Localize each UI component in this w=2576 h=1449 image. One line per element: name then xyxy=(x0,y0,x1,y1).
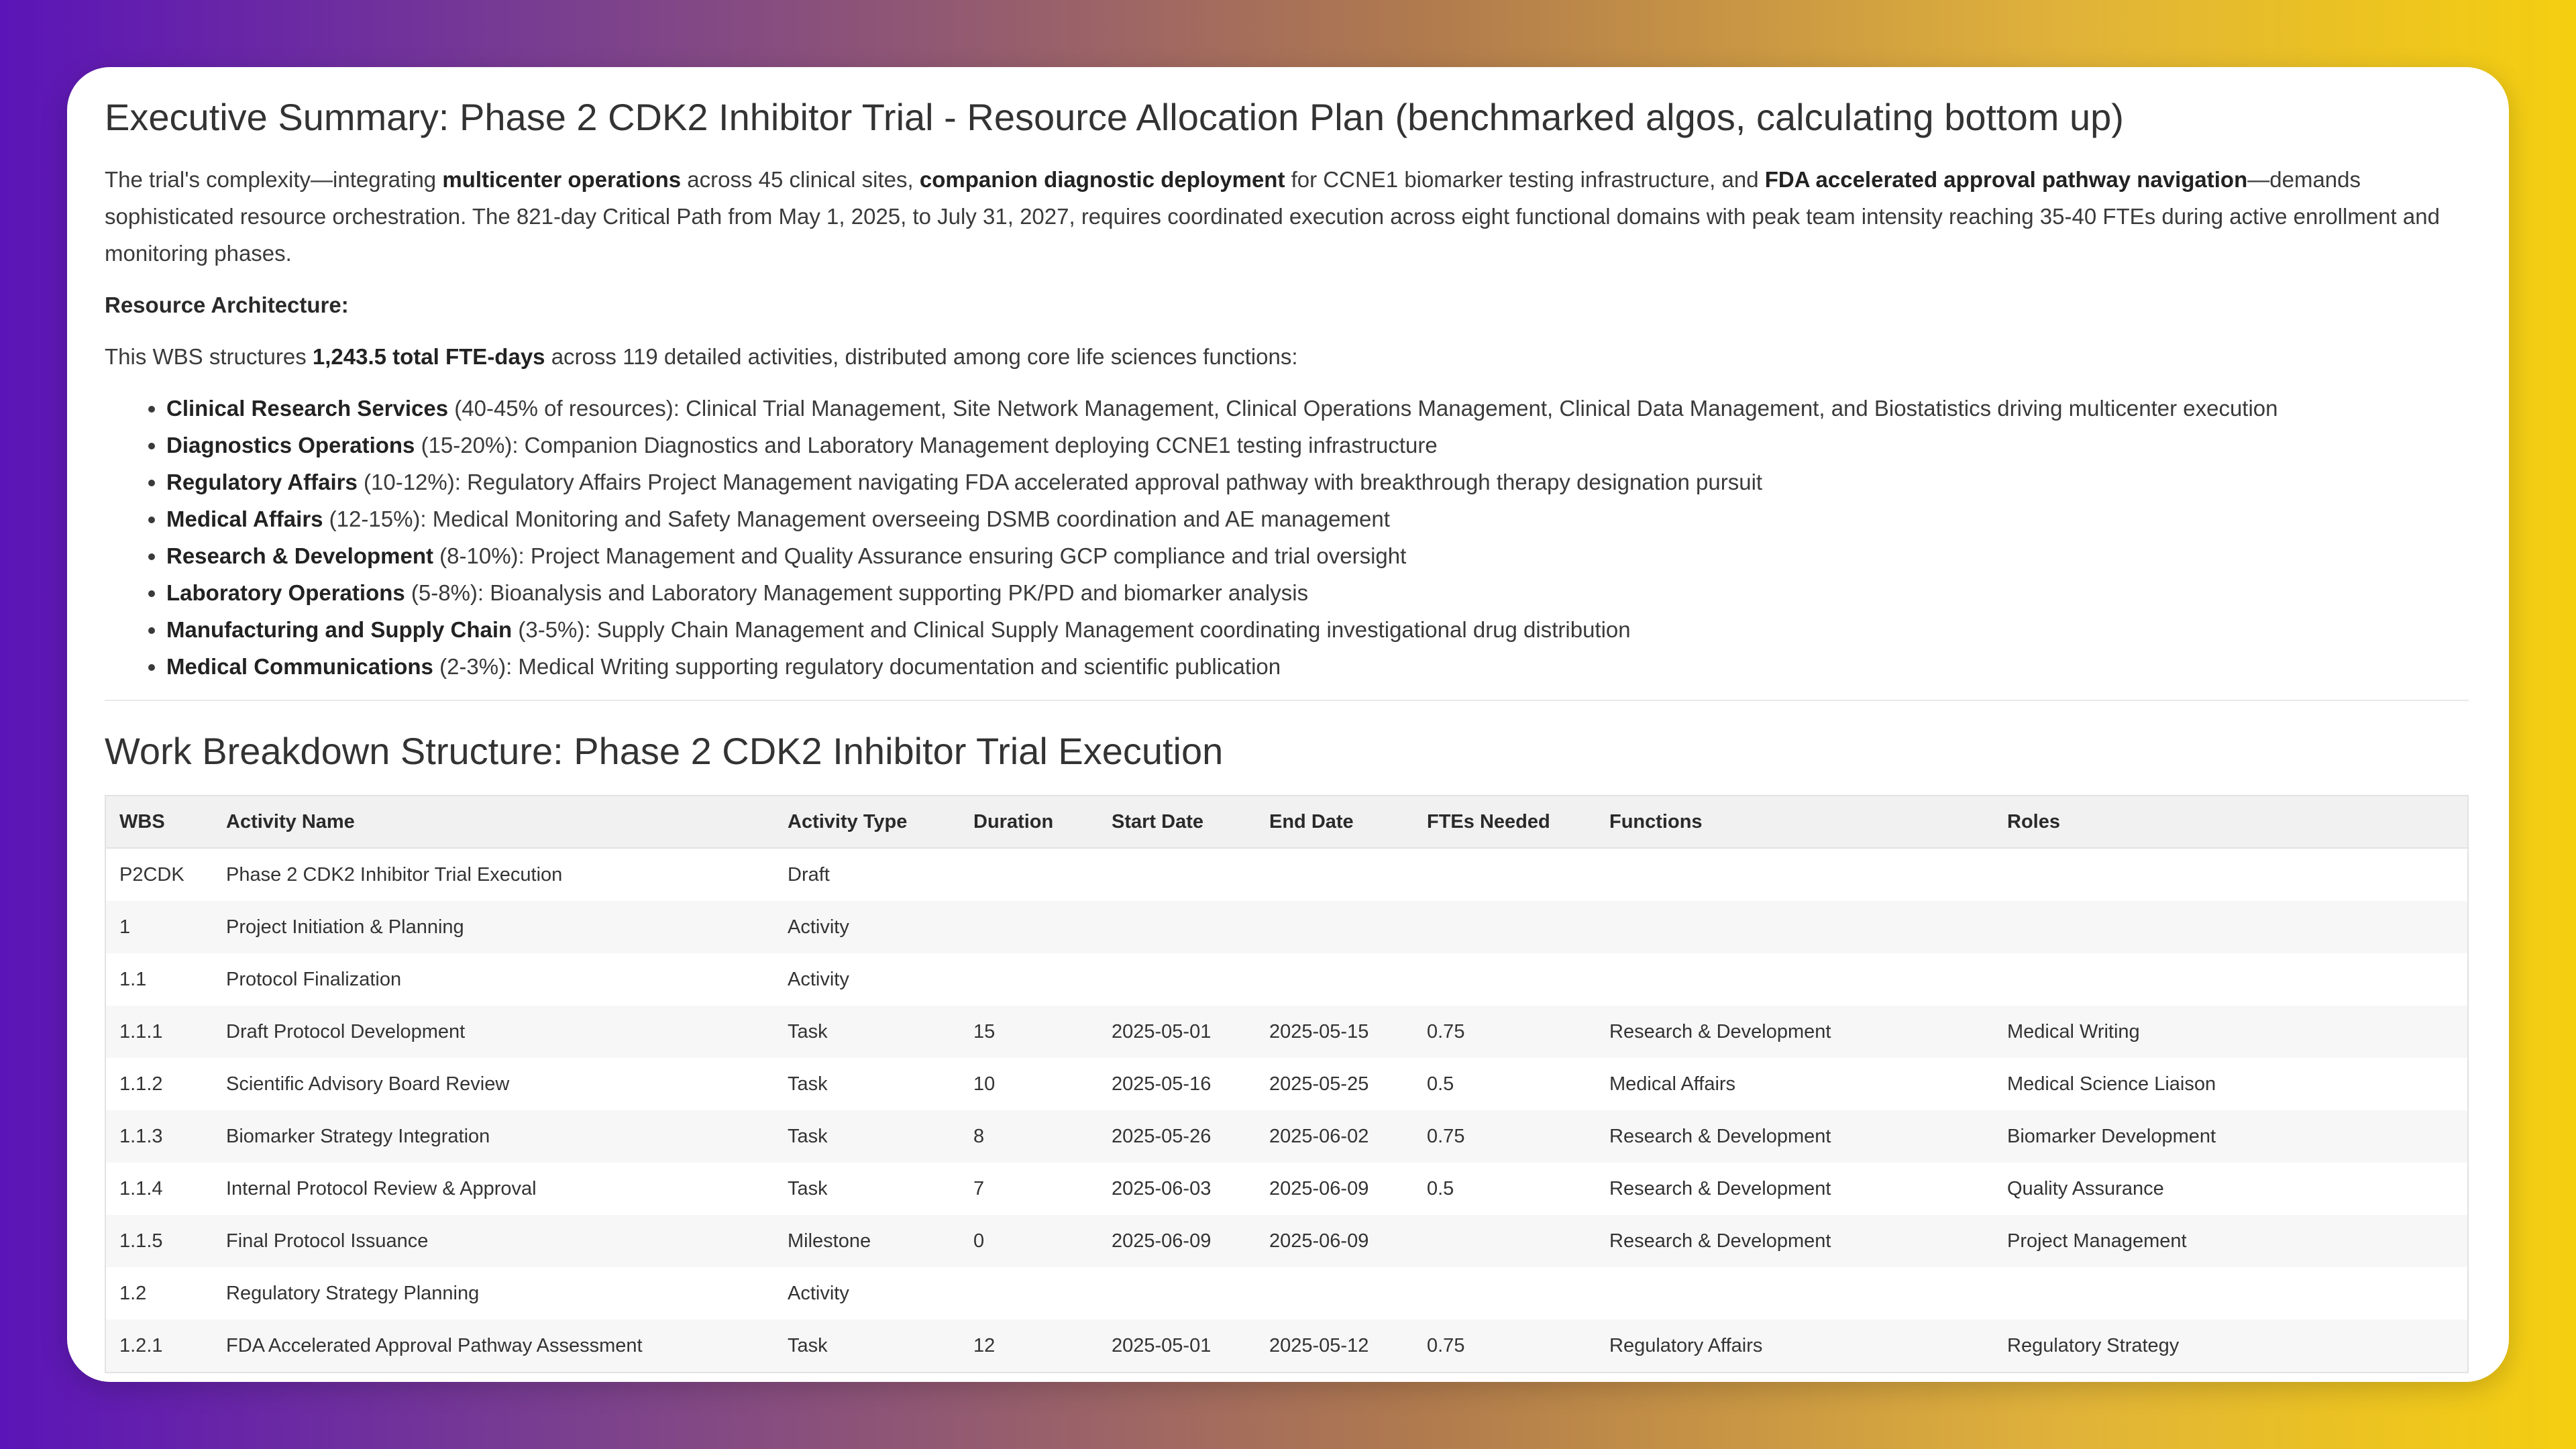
cell-activity-type: Task xyxy=(774,1163,960,1215)
cell-roles xyxy=(1994,1267,2468,1320)
cell-functions: Research & Development xyxy=(1596,1215,1994,1267)
cell-wbs: 1.1.3 xyxy=(105,1110,213,1163)
function-list-item xyxy=(166,464,2469,500)
cell-end-date: 2025-05-25 xyxy=(1256,1058,1413,1110)
cell-duration: 7 xyxy=(960,1163,1098,1215)
cell-ftes-needed: 0.5 xyxy=(1413,1058,1596,1110)
function-description: (40-45% of resources): Clinical Trial Management, Site Network Management, Clinical Operations Management, Clinical Data Management, and Biostatistics driving multicenter execution xyxy=(448,396,2278,421)
cell-activity-name: Scientific Advisory Board Review xyxy=(213,1058,774,1110)
column-header-end-date: End Date xyxy=(1256,796,1413,848)
column-header-wbs: WBS xyxy=(105,796,213,848)
cell-activity-type: Task xyxy=(774,1110,960,1163)
cell-wbs: 1.1.2 xyxy=(105,1058,213,1110)
cell-roles xyxy=(1994,848,2468,901)
wbs-intro-text-2: across 119 detailed activities, distributed among core life sciences functions: xyxy=(545,344,1298,369)
functions-list xyxy=(105,390,2469,685)
column-header-activity-type: Activity Type xyxy=(774,796,960,848)
cell-ftes-needed: 0.75 xyxy=(1413,1006,1596,1058)
wbs-intro-text-1: This WBS structures xyxy=(105,344,313,369)
cell-start-date: 2025-05-16 xyxy=(1098,1058,1256,1110)
cell-end-date xyxy=(1256,901,1413,953)
column-header-ftes-needed: FTEs Needed xyxy=(1413,796,1596,848)
cell-ftes-needed xyxy=(1413,848,1596,901)
intro-bold-3: FDA accelerated approval pathway navigation xyxy=(1764,167,2248,192)
cell-activity-type: Milestone xyxy=(774,1215,960,1267)
wbs-intro-bold: 1,243.5 total FTE-days xyxy=(312,344,545,369)
document-card xyxy=(67,67,2509,1382)
wbs-table-body xyxy=(105,848,2468,1373)
cell-wbs: 1.2.1 xyxy=(105,1320,213,1373)
table-row xyxy=(105,953,2468,1006)
cell-start-date: 2025-05-01 xyxy=(1098,1006,1256,1058)
header-row xyxy=(105,796,2468,848)
function-name: Research & Development xyxy=(166,543,433,568)
function-name: Medical Communications xyxy=(166,654,433,679)
cell-start-date xyxy=(1098,953,1256,1006)
cell-activity-type: Draft xyxy=(774,848,960,901)
cell-activity-name: Final Protocol Issuance xyxy=(213,1215,774,1267)
function-description: (5-8%): Bioanalysis and Laboratory Management supporting PK/PD and biomarker analysis xyxy=(405,580,1309,605)
cell-functions xyxy=(1596,848,1994,901)
function-description: (15-20%): Companion Diagnostics and Laboratory Management deploying CCNE1 testing infrastructure xyxy=(415,433,1438,458)
function-description: (12-15%): Medical Monitoring and Safety Management overseeing DSMB coordination and AE management xyxy=(323,506,1390,531)
cell-functions: Regulatory Affairs xyxy=(1596,1320,1994,1373)
function-name: Laboratory Operations xyxy=(166,580,405,605)
function-list-item xyxy=(166,537,2469,574)
cell-ftes-needed: 0.5 xyxy=(1413,1163,1596,1215)
function-name: Diagnostics Operations xyxy=(166,433,415,458)
cell-start-date xyxy=(1098,901,1256,953)
cell-activity-type: Activity xyxy=(774,953,960,1006)
cell-activity-type: Activity xyxy=(774,1267,960,1320)
intro-bold-2: companion diagnostic deployment xyxy=(919,167,1285,192)
cell-activity-name: FDA Accelerated Approval Pathway Assessment xyxy=(213,1320,774,1373)
cell-activity-name: Internal Protocol Review & Approval xyxy=(213,1163,774,1215)
cell-end-date: 2025-05-15 xyxy=(1256,1006,1413,1058)
cell-activity-name: Phase 2 CDK2 Inhibitor Trial Execution xyxy=(213,848,774,901)
column-header-roles: Roles xyxy=(1994,796,2468,848)
cell-start-date: 2025-05-01 xyxy=(1098,1320,1256,1373)
function-list-item xyxy=(166,574,2469,611)
cell-activity-type: Task xyxy=(774,1320,960,1373)
function-list-item xyxy=(166,500,2469,537)
cell-functions xyxy=(1596,901,1994,953)
cell-activity-name: Biomarker Strategy Integration xyxy=(213,1110,774,1163)
cell-wbs: 1 xyxy=(105,901,213,953)
cell-activity-name: Draft Protocol Development xyxy=(213,1006,774,1058)
cell-roles: Regulatory Strategy xyxy=(1994,1320,2468,1373)
cell-end-date xyxy=(1256,848,1413,901)
cell-duration: 15 xyxy=(960,1006,1098,1058)
cell-start-date: 2025-06-03 xyxy=(1098,1163,1256,1215)
function-name: Regulatory Affairs xyxy=(166,470,358,494)
cell-activity-name: Regulatory Strategy Planning xyxy=(213,1267,774,1320)
table-row xyxy=(105,1110,2468,1163)
cell-roles xyxy=(1994,953,2468,1006)
cell-activity-type: Task xyxy=(774,1006,960,1058)
cell-wbs: 1.1 xyxy=(105,953,213,1006)
cell-roles: Project Management xyxy=(1994,1215,2468,1267)
summary-title: Executive Summary: Phase 2 CDK2 Inhibitor Trial - Resource Allocation Plan (benchmarked algos, calculating bottom up) xyxy=(105,96,2124,138)
document-content xyxy=(105,94,2469,1373)
cell-duration xyxy=(960,848,1098,901)
wbs-intro-paragraph xyxy=(105,338,2469,375)
cell-roles: Medical Science Liaison xyxy=(1994,1058,2468,1110)
function-list-item xyxy=(166,427,2469,464)
cell-end-date: 2025-05-12 xyxy=(1256,1320,1413,1373)
cell-ftes-needed xyxy=(1413,1215,1596,1267)
cell-duration xyxy=(960,953,1098,1006)
summary-intro-paragraph xyxy=(105,161,2469,272)
function-description: (3-5%): Supply Chain Management and Clinical Supply Management coordinating investigational drug distribution xyxy=(512,617,1631,642)
cell-end-date: 2025-06-09 xyxy=(1256,1215,1413,1267)
table-row xyxy=(105,848,2468,901)
cell-wbs: 1.1.4 xyxy=(105,1163,213,1215)
cell-ftes-needed: 0.75 xyxy=(1413,1320,1596,1373)
table-row xyxy=(105,901,2468,953)
column-header-functions: Functions xyxy=(1596,796,1994,848)
cell-activity-name: Project Initiation & Planning xyxy=(213,901,774,953)
table-row xyxy=(105,1006,2468,1058)
cell-duration: 0 xyxy=(960,1215,1098,1267)
intro-bold-1: multicenter operations xyxy=(442,167,682,192)
cell-start-date: 2025-06-09 xyxy=(1098,1215,1256,1267)
cell-activity-type: Task xyxy=(774,1058,960,1110)
function-list-item xyxy=(166,648,2469,685)
cell-ftes-needed xyxy=(1413,901,1596,953)
column-header-start-date: Start Date xyxy=(1098,796,1256,848)
cell-roles: Biomarker Development xyxy=(1994,1110,2468,1163)
cell-wbs: 1.1.5 xyxy=(105,1215,213,1267)
cell-roles: Quality Assurance xyxy=(1994,1163,2468,1215)
cell-end-date xyxy=(1256,1267,1413,1320)
table-row xyxy=(105,1163,2468,1215)
resource-architecture-heading: Resource Architecture: xyxy=(105,292,349,317)
cell-wbs: 1.2 xyxy=(105,1267,213,1320)
table-row xyxy=(105,1267,2468,1320)
cell-duration: 10 xyxy=(960,1058,1098,1110)
cell-functions: Medical Affairs xyxy=(1596,1058,1994,1110)
intro-text-3: for CCNE1 biomarker testing infrastructure, and xyxy=(1285,167,1765,192)
cell-ftes-needed: 0.75 xyxy=(1413,1110,1596,1163)
cell-functions: Research & Development xyxy=(1596,1006,1994,1058)
table-row xyxy=(105,1320,2468,1373)
cell-end-date: 2025-06-02 xyxy=(1256,1110,1413,1163)
function-description: (2-3%): Medical Writing supporting regulatory documentation and scientific publication xyxy=(433,654,1281,679)
section-divider xyxy=(105,700,2469,701)
cell-duration xyxy=(960,901,1098,953)
table-row xyxy=(105,1215,2468,1267)
cell-functions: Research & Development xyxy=(1596,1110,1994,1163)
function-name: Manufacturing and Supply Chain xyxy=(166,617,513,642)
cell-activity-name: Protocol Finalization xyxy=(213,953,774,1006)
cell-ftes-needed xyxy=(1413,953,1596,1006)
cell-wbs: P2CDK xyxy=(105,848,213,901)
column-header-activity-name: Activity Name xyxy=(213,796,774,848)
cell-start-date xyxy=(1098,1267,1256,1320)
cell-duration: 12 xyxy=(960,1320,1098,1373)
wbs-table xyxy=(105,795,2469,1373)
cell-wbs: 1.1.1 xyxy=(105,1006,213,1058)
cell-start-date: 2025-05-26 xyxy=(1098,1110,1256,1163)
cell-functions: Research & Development xyxy=(1596,1163,1994,1215)
function-name: Clinical Research Services xyxy=(166,396,449,421)
cell-roles: Medical Writing xyxy=(1994,1006,2468,1058)
cell-functions xyxy=(1596,953,1994,1006)
cell-roles xyxy=(1994,901,2468,953)
cell-duration xyxy=(960,1267,1098,1320)
function-description: (8-10%): Project Management and Quality Assurance ensuring GCP compliance and trial oversight xyxy=(433,543,1407,568)
intro-text-2: across 45 clinical sites, xyxy=(681,167,920,192)
intro-text-4: —demands sophisticated resource orchestration. The 821-day Critical Path from May 1, 2025, to July 31, 2027, requires coordinated execution across eight functional domains with peak team intensity reaching 35-40 FTEs during active enrollment and monitoring phases. xyxy=(105,167,2440,266)
cell-end-date: 2025-06-09 xyxy=(1256,1163,1413,1215)
cell-end-date xyxy=(1256,953,1413,1006)
intro-text-1: The trial's complexity—integrating xyxy=(105,167,443,192)
wbs-table-header xyxy=(105,796,2468,848)
function-name: Medical Affairs xyxy=(166,506,323,531)
function-list-item xyxy=(166,611,2469,648)
cell-duration: 8 xyxy=(960,1110,1098,1163)
function-description: (10-12%): Regulatory Affairs Project Management navigating FDA accelerated approval pathway with breakthrough therapy designation pursuit xyxy=(357,470,1763,494)
column-header-duration: Duration xyxy=(960,796,1098,848)
cell-functions xyxy=(1596,1267,1994,1320)
wbs-title: Work Breakdown Structure: Phase 2 CDK2 Inhibitor Trial Execution xyxy=(105,730,1224,772)
cell-ftes-needed xyxy=(1413,1267,1596,1320)
cell-activity-type: Activity xyxy=(774,901,960,953)
table-row xyxy=(105,1058,2468,1110)
cell-start-date xyxy=(1098,848,1256,901)
function-list-item xyxy=(166,390,2469,427)
